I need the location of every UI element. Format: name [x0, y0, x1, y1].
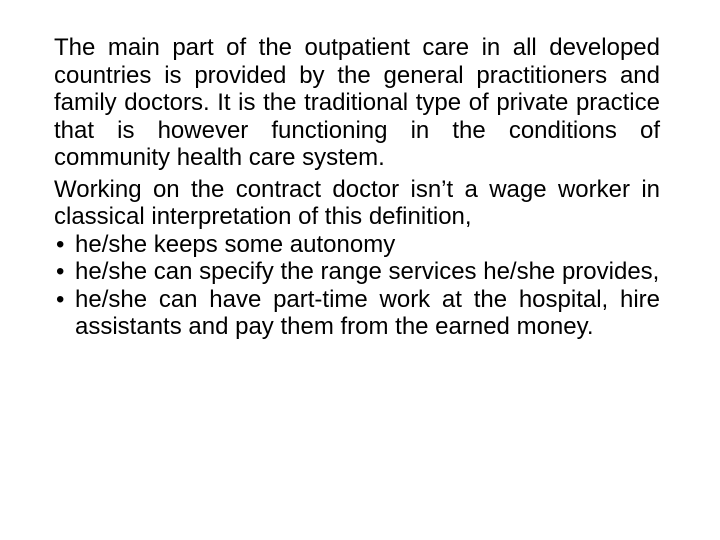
bullet-icon: •: [56, 285, 65, 313]
bullet-item-autonomy: [54, 231, 660, 259]
bullet-icon: •: [56, 258, 65, 285]
bullet-item-part-time-work: [54, 286, 660, 341]
bullet-list: [54, 231, 660, 341]
bullet-text: he/she can have part-time work at the hospital, hire assistants and pay them from the earned money.: [75, 285, 660, 340]
bullet-text: he/she keeps some autonomy: [75, 230, 396, 258]
paragraph-contract-doctor: Working on the contract doctor isn’t a wage worker in classical interpretation of this definition,: [54, 175, 660, 230]
paragraph-outpatient-care: The main part of the outpatient care in all developed countries is provided by the general practitioners and family doctors. It is the traditional type of private practice that is however functioning in the conditions of community health care system.: [54, 34, 660, 171]
bullet-icon: •: [56, 230, 65, 258]
bullet-text: he/she can specify the range services he/she provides,: [75, 258, 660, 285]
slide-body-text: [54, 34, 660, 341]
bullet-item-range-services: [54, 258, 660, 286]
